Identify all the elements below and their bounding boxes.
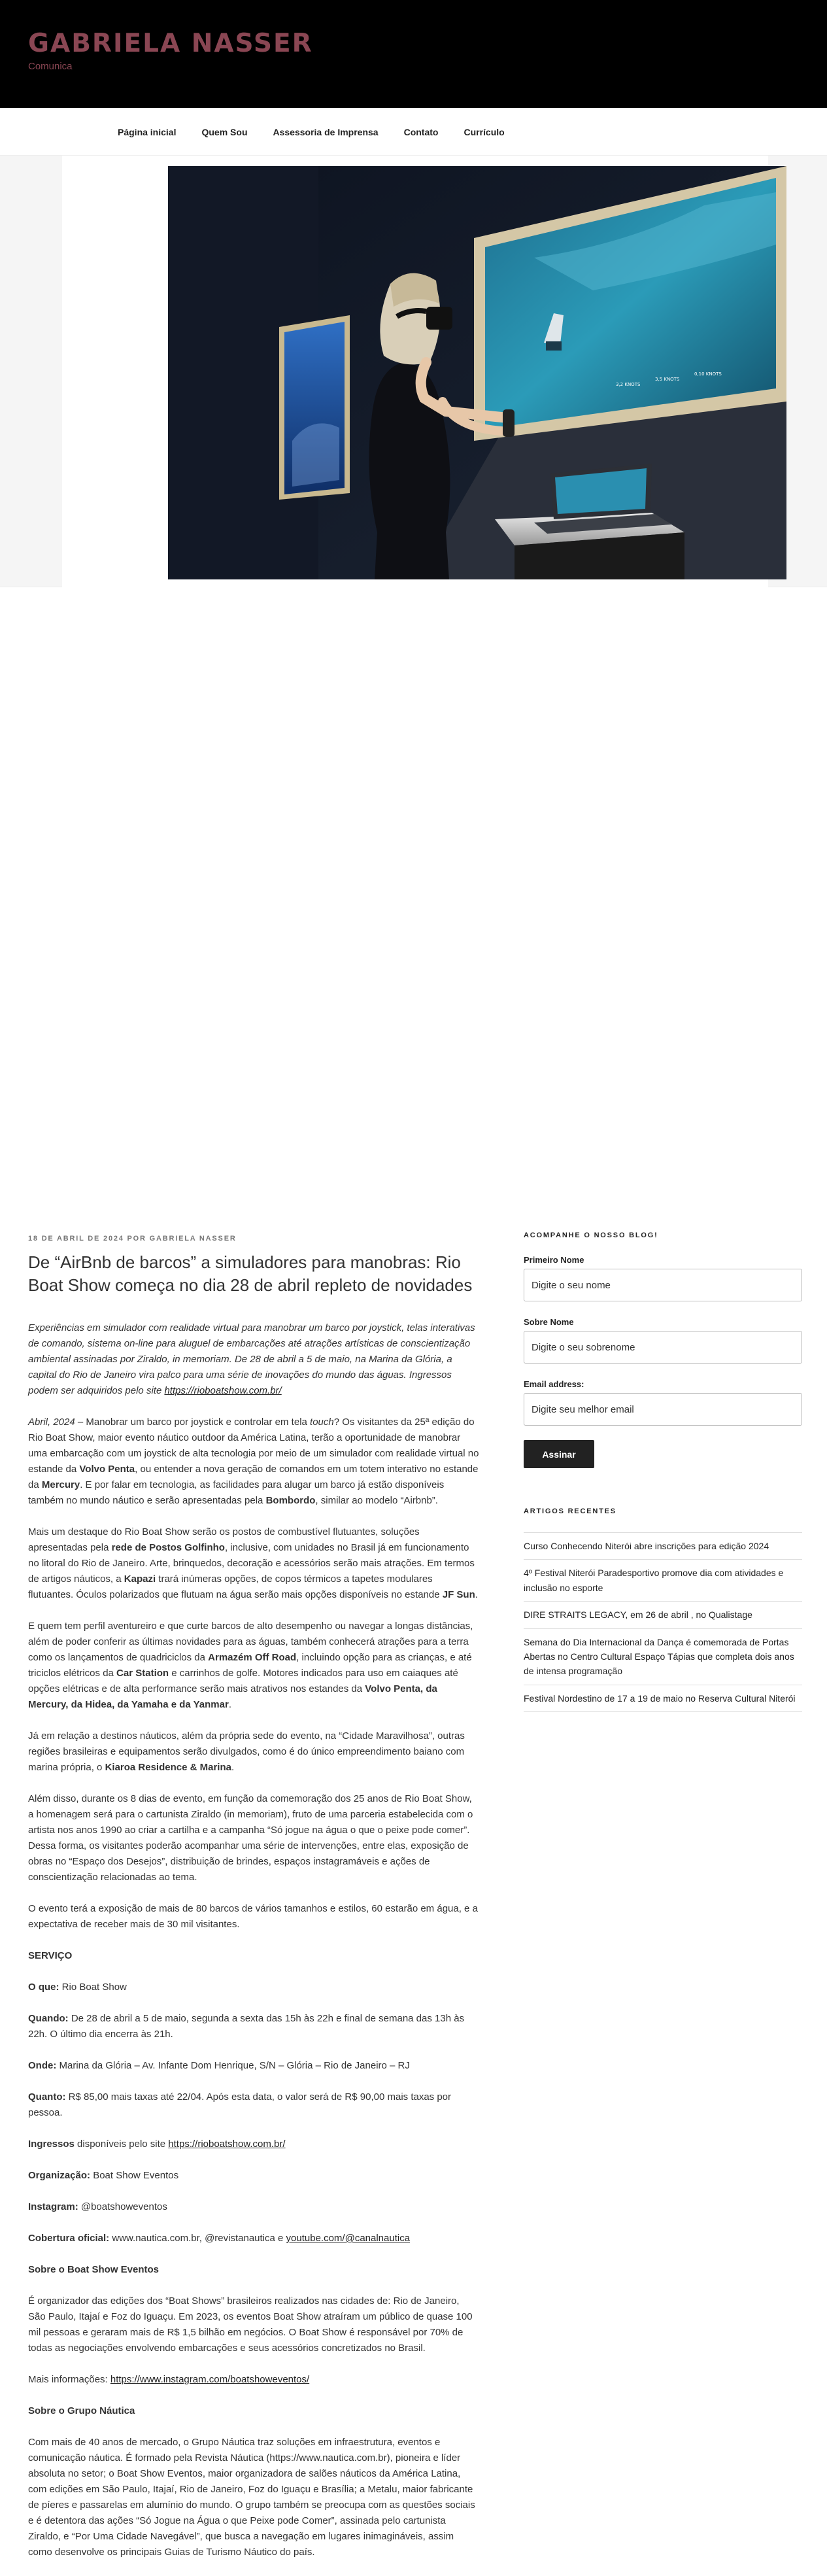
servico-oque xyxy=(28,1980,479,1995)
mais-info xyxy=(28,2372,479,2388)
email-field[interactable] xyxy=(524,1393,802,1426)
p2-jfsun: JF Sun xyxy=(442,1589,475,1601)
laptop xyxy=(534,464,671,534)
servico-ingressos xyxy=(28,2137,479,2152)
nav-item-press[interactable]: Assessoria de Imprensa xyxy=(273,126,379,137)
last-name-label: Sobre Nome xyxy=(524,1317,574,1327)
first-name-field[interactable] xyxy=(524,1269,802,1301)
p1-text-b: ? Os visitantes da 25ª edição do Rio Boat Show, maior evento náutico outdoor da América Latina, terão a oportunidade de manobrar uma embarcação com um joystick de alta tecnologia por meio de um simulador com realidade virtual no estande da xyxy=(28,1417,479,1475)
mais-info-text: Mais informações: xyxy=(28,2374,110,2386)
site-title[interactable]: GABRIELA NASSER xyxy=(28,29,313,58)
p3-text-c: e carrinhos de golfe. Motores indicados para uso em caiaques até opções elétricas e de alta performance serão mais atrativos nos estandes da xyxy=(28,1668,458,1695)
nav-item-resume[interactable]: Currículo xyxy=(464,126,505,137)
cobertura-label: Cobertura oficial: xyxy=(28,2233,110,2244)
featured-image-frame xyxy=(62,156,768,587)
org-label: Organização: xyxy=(28,2170,91,2182)
insta-label: Instagram: xyxy=(28,2201,78,2213)
recent-posts-widget xyxy=(524,1507,802,1712)
post-content xyxy=(28,1320,479,2560)
p2-golfinho: rede de Postos Golfinho xyxy=(111,1542,225,1554)
recent-post-link[interactable]: Semana do Dia Internacional da Dança é comemorada de Portas Abertas no Centro Cultural Espaço Tápias que completa dois anos de intensa programação xyxy=(524,1629,802,1685)
featured-image-illustration xyxy=(168,166,786,579)
paragraph-5: Além disso, durante os 8 dias de evento, em função da comemoração dos 25 anos de Rio Boat Show, a homenagem será para o cartunista Ziraldo (in memoriam), fruto de uma parceria estabelecida com o artista nos anos 1990 ao criar a cartilha e a campanha “Só jogue na água o que o peixe pode comer”. Dessa forma, os visitantes poderão acompanhar uma série de intervenções, entre elas, exposição de obras no “Espaço dos Desejos”, distribuição de brindes, espaços instagramáveis e ações de conscientização relacionadas ao tema. xyxy=(28,1793,473,1883)
post-article xyxy=(28,1235,479,2576)
cobertura-value: www.nautica.com.br, @revistanautica e xyxy=(109,2233,286,2244)
nav-item-contact[interactable]: Contato xyxy=(403,126,439,137)
p3-carstation: Car Station xyxy=(116,1668,169,1679)
p4-kiaroa: Kiaroa Residence & Marina xyxy=(105,1762,231,1774)
lead-link[interactable]: https://rioboatshow.com.br/ xyxy=(164,1385,282,1397)
org-value: Boat Show Eventos xyxy=(90,2170,179,2182)
p1-text-c: , ou entender a nova geração de comandos em um totem interativo no estande da xyxy=(28,1464,479,1491)
p3-text-a: E quem tem perfil aventureiro e que curte barcos de alto desempenho ou navegar a longas distâncias, além de poder conferir as últimas novidades para as águas, também conhecerá atrações para a terra como os lançamentos de quadriciclos da xyxy=(28,1621,473,1664)
p2-text-b: , inclusive, com unidades no Brasil já em funcionamento no litoral do Rio de Janeiro. Arte, brinquedos, decoração e acessórios serão mais atrações. Em termos de artigos náuticos, a xyxy=(28,1542,475,1585)
quando-value: De 28 de abril a 5 de maio, segunda a sexta das 15h às 22h e final de semana das 13h às 22h. O último dia encerra às 21h. xyxy=(28,2013,465,2040)
p3-brands: Volvo Penta, da Mercury, da Hidea, da Yamaha e da Yanmar xyxy=(28,1683,437,1711)
recent-post-link[interactable]: Curso Conhecendo Niterói abre inscrições para edição 2024 xyxy=(524,1533,802,1560)
nav-item-home[interactable]: Página inicial xyxy=(118,126,177,137)
featured-image-area xyxy=(0,156,827,587)
p2-kapazi: Kapazi xyxy=(124,1573,156,1585)
onde-value: Marina da Glória – Av. Infante Dom Henrique, S/N – Glória – Rio de Janeiro – RJ xyxy=(56,2060,410,2072)
recent-post-link[interactable]: Festival Nordestino de 17 a 19 de maio no Reserva Cultural Niterói xyxy=(524,1685,802,1712)
lead-paragraph xyxy=(28,1320,479,1399)
p4-text-b: . xyxy=(231,1762,235,1774)
sobre-nautica-text: Com mais de 40 anos de mercado, o Grupo Náutica traz soluções em infraestrutura, eventos e comunicação náutica. É formado pela Revista Náutica (https://www.nautica.com.br), pioneira e líder absoluta no setor; o Boat Show Eventos, maior organizadora de salões náuticos da América Latina, com edições em São Paulo, Itajaí, Rio de Janeiro, Foz do Iguaçu e Brasília; a Metalu, maior fabricante de píeres e passarelas em alumínio do mundo. O grupo também se preocupa com as questões sociais e é detentora das ações “Só Jogue na Água o que Peixe pode Comer”, assinada pelo cartunista Ziraldo, e “Por Uma Cidade Navegável”, que busca a navegação em lugares inimagináveis, assim como desenvolve os principais Guias de Turismo Náutico do país. xyxy=(28,2437,475,2558)
servico-heading: SERVIÇO xyxy=(28,1950,73,1962)
servico-quando xyxy=(28,2011,479,2042)
quanto-value: R$ 85,00 mais taxas até 22/04. Após esta data, o valor será de R$ 90,00 mais taxas por pessoa. xyxy=(28,2091,452,2119)
sobre-boat-heading: Sobre o Boat Show Eventos xyxy=(28,2264,160,2276)
insta-value: @boatshoweventos xyxy=(78,2201,167,2213)
first-name-label: Primeiro Nome xyxy=(524,1255,584,1265)
recent-posts-list xyxy=(524,1532,802,1712)
screen-label-3: 0,10 KNOTS xyxy=(694,371,722,377)
servico-cobertura xyxy=(28,2231,479,2246)
recent-posts-title: ARTIGOS RECENTES xyxy=(524,1507,616,1515)
screen-label-1: 3,2 KNOTS xyxy=(616,382,641,387)
ingressos-link[interactable]: https://rioboatshow.com.br/ xyxy=(168,2138,286,2150)
p2-text-c: trará inúmeras opções, de copos térmicos a tapetes modulares flutuantes. Óculos polarizados que flutuam na água serão mais opções disponíveis no estande xyxy=(28,1573,443,1601)
last-name-field[interactable] xyxy=(524,1331,802,1364)
p1-text-a: – Manobrar um barco por joystick e controlar em tela xyxy=(75,1417,311,1428)
site-tagline: Comunica xyxy=(28,61,73,72)
onde-label: Onde: xyxy=(28,2060,57,2072)
main-navigation xyxy=(0,108,827,156)
ingressos-label: Ingressos xyxy=(28,2138,75,2150)
post-meta: 18 DE ABRIL DE 2024 POR GABRIELA NASSER xyxy=(28,1235,237,1243)
paragraph-6: O evento terá a exposição de mais de 80 barcos de vários tamanhos e estilos, 60 estarão em água, e a expectativa de receber mais de 30 mil visitantes. xyxy=(28,1903,478,1931)
paragraph-4 xyxy=(28,1728,479,1776)
sobre-nautica-heading: Sobre o Grupo Náutica xyxy=(28,2405,135,2417)
p1-date: Abril, 2024 xyxy=(28,1417,75,1428)
oque-value: Rio Boat Show xyxy=(59,1982,127,1993)
recent-post-link[interactable]: DIRE STRAITS LEGACY, em 26 de abril , no Qualistage xyxy=(524,1602,802,1628)
p2-text-a: Mais um destaque do Rio Boat Show serão os postos de combustível flutuantes, soluções apresentadas pela xyxy=(28,1526,420,1554)
oque-label: O que: xyxy=(28,1982,59,1993)
featured-image xyxy=(168,166,786,579)
lead-text: Experiências em simulador com realidade virtual para manobrar um barco por joystick, telas interativas de comando, sistema on-line para aluguel de embarcações até atrações artísticas de conscientização ambiental assinadas por Ziraldo, in memoriam. De 28 de abril a 5 de maio, na Marina da Glória, a capital do Rio de Janeiro vira palco para uma série de inovações do mundo das águas. Ingressos podem ser adquiridos pelo site xyxy=(28,1322,475,1397)
p3-text-b: , incluindo opção para as crianças, e até triciclos elétricos da xyxy=(28,1652,472,1679)
small-screen-frame xyxy=(279,315,350,500)
sidebar xyxy=(524,1231,802,1712)
p3-armazem: Armazém Off Road xyxy=(208,1652,297,1664)
paragraph-3 xyxy=(28,1619,479,1713)
p1-mercury: Mercury xyxy=(41,1479,80,1491)
p1-volvo: Volvo Penta xyxy=(79,1464,135,1475)
p1-text-e: , similar ao modelo “Airbnb”. xyxy=(315,1495,438,1507)
mais-info-link[interactable]: https://www.instagram.com/boatshoweventos/ xyxy=(110,2374,310,2386)
quando-label: Quando: xyxy=(28,2013,69,2025)
post-title: De “AirBnb de barcos” a simuladores para manobras: Rio Boat Show começa no dia 28 de abril repleto de novidades xyxy=(28,1252,473,1296)
p3-text-d: . xyxy=(228,1699,231,1711)
recent-post-link[interactable]: 4º Festival Niterói Paradesportivo promove dia com atividades e inclusão no esporte xyxy=(524,1560,802,1602)
servico-instagram xyxy=(28,2199,479,2215)
site-header xyxy=(0,0,827,108)
email-label: Email address: xyxy=(524,1379,584,1389)
p4-text-a: Já em relação a destinos náuticos, além da própria sede do evento, na “Cidade Maravilhosa”, outras regiões brasileiras e equipamentos serão divulgados, como é do único empreendimento baiano com marina própria, o xyxy=(28,1730,465,1774)
subscribe-button[interactable]: Assinar xyxy=(524,1440,594,1468)
subscribe-widget-title: ACOMPANHE O NOSSO BLOG! xyxy=(524,1231,658,1239)
paragraph-2 xyxy=(28,1524,479,1603)
p1-text-d: . E por falar em tecnologia, as facilidades para alugar um barco já estão disponíveis também no mundo náutico e serão apresentadas pela xyxy=(28,1479,445,1507)
p1-bombordo: Bombordo xyxy=(265,1495,316,1507)
p1-touch: touch xyxy=(310,1417,334,1428)
ingressos-text: disponíveis pelo site xyxy=(74,2138,169,2150)
quanto-label: Quanto: xyxy=(28,2091,66,2103)
cobertura-link[interactable]: youtube.com/@canalnautica xyxy=(286,2233,411,2244)
nav-item-about[interactable]: Quem Sou xyxy=(201,126,248,137)
paragraph-1 xyxy=(28,1415,479,1509)
p2-text-d: . xyxy=(475,1589,478,1601)
subscribe-widget xyxy=(524,1231,802,1468)
servico-organizacao xyxy=(28,2168,479,2184)
sobre-boat-text: É organizador das edições dos “Boat Shows” brasileiros realizados nas cidades de: Rio de Janeiro, São Paulo, Itajaí e Foz do Iguaçu. Em 2023, os eventos Boat Show atraíram um público de quase 100 mil pessoas e geraram mais de R$ 1,5 bilhão em negócios. O Boat Show é responsável por 70% de todas as negociações envolvendo embarcações e seus acessórios concretizados no Brasil. xyxy=(28,2295,473,2354)
servico-quanto xyxy=(28,2089,479,2121)
servico-onde xyxy=(28,2058,479,2074)
screen-label-2: 3,5 KNOTS xyxy=(655,377,680,382)
